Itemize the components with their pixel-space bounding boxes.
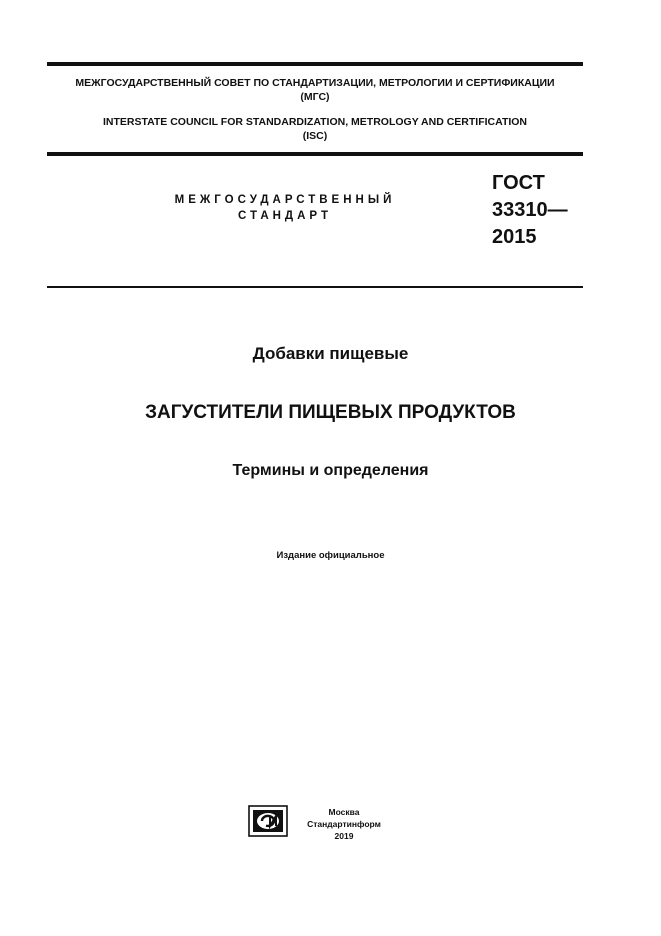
gost-year: 2015	[492, 226, 537, 248]
gost-label: ГОСТ	[492, 172, 545, 194]
council-en-line1: INTERSTATE COUNCIL FOR STANDARDIZATION, METROLOGY AND CERTIFICATION	[102, 116, 528, 128]
document-terms-heading: Термины и определения	[232, 462, 429, 479]
standard-label-line2: СТАНДАРТ	[238, 210, 332, 222]
standard-bottom-rule	[47, 286, 583, 288]
gost-number: 33310—	[492, 199, 568, 221]
standartinform-logo-icon	[248, 805, 288, 837]
publisher-name: Стандартинформ	[307, 819, 381, 829]
publisher-city: Москва	[328, 807, 360, 817]
council-en-line2: (ISC)	[302, 130, 328, 142]
council-ru-line2: (МГС)	[300, 91, 330, 103]
document-title: ЗАГУСТИТЕЛИ ПИЩЕВЫХ ПРОДУКТОВ	[145, 402, 516, 423]
standard-label-line1: МЕЖГОСУДАРСТВЕННЫЙ	[174, 194, 396, 206]
document-subtitle: Добавки пищевые	[252, 344, 409, 363]
council-ru-line1: МЕЖГОСУДАРСТВЕННЫЙ СОВЕТ ПО СТАНДАРТИЗАЦИИ, МЕТРОЛОГИИ И СЕРТИФИКАЦИИ	[75, 77, 555, 89]
publisher-year: 2019	[334, 831, 354, 841]
top-thick-rule	[47, 62, 583, 66]
edition-note: Издание официальное	[276, 550, 385, 561]
header-bottom-rule	[47, 152, 583, 156]
